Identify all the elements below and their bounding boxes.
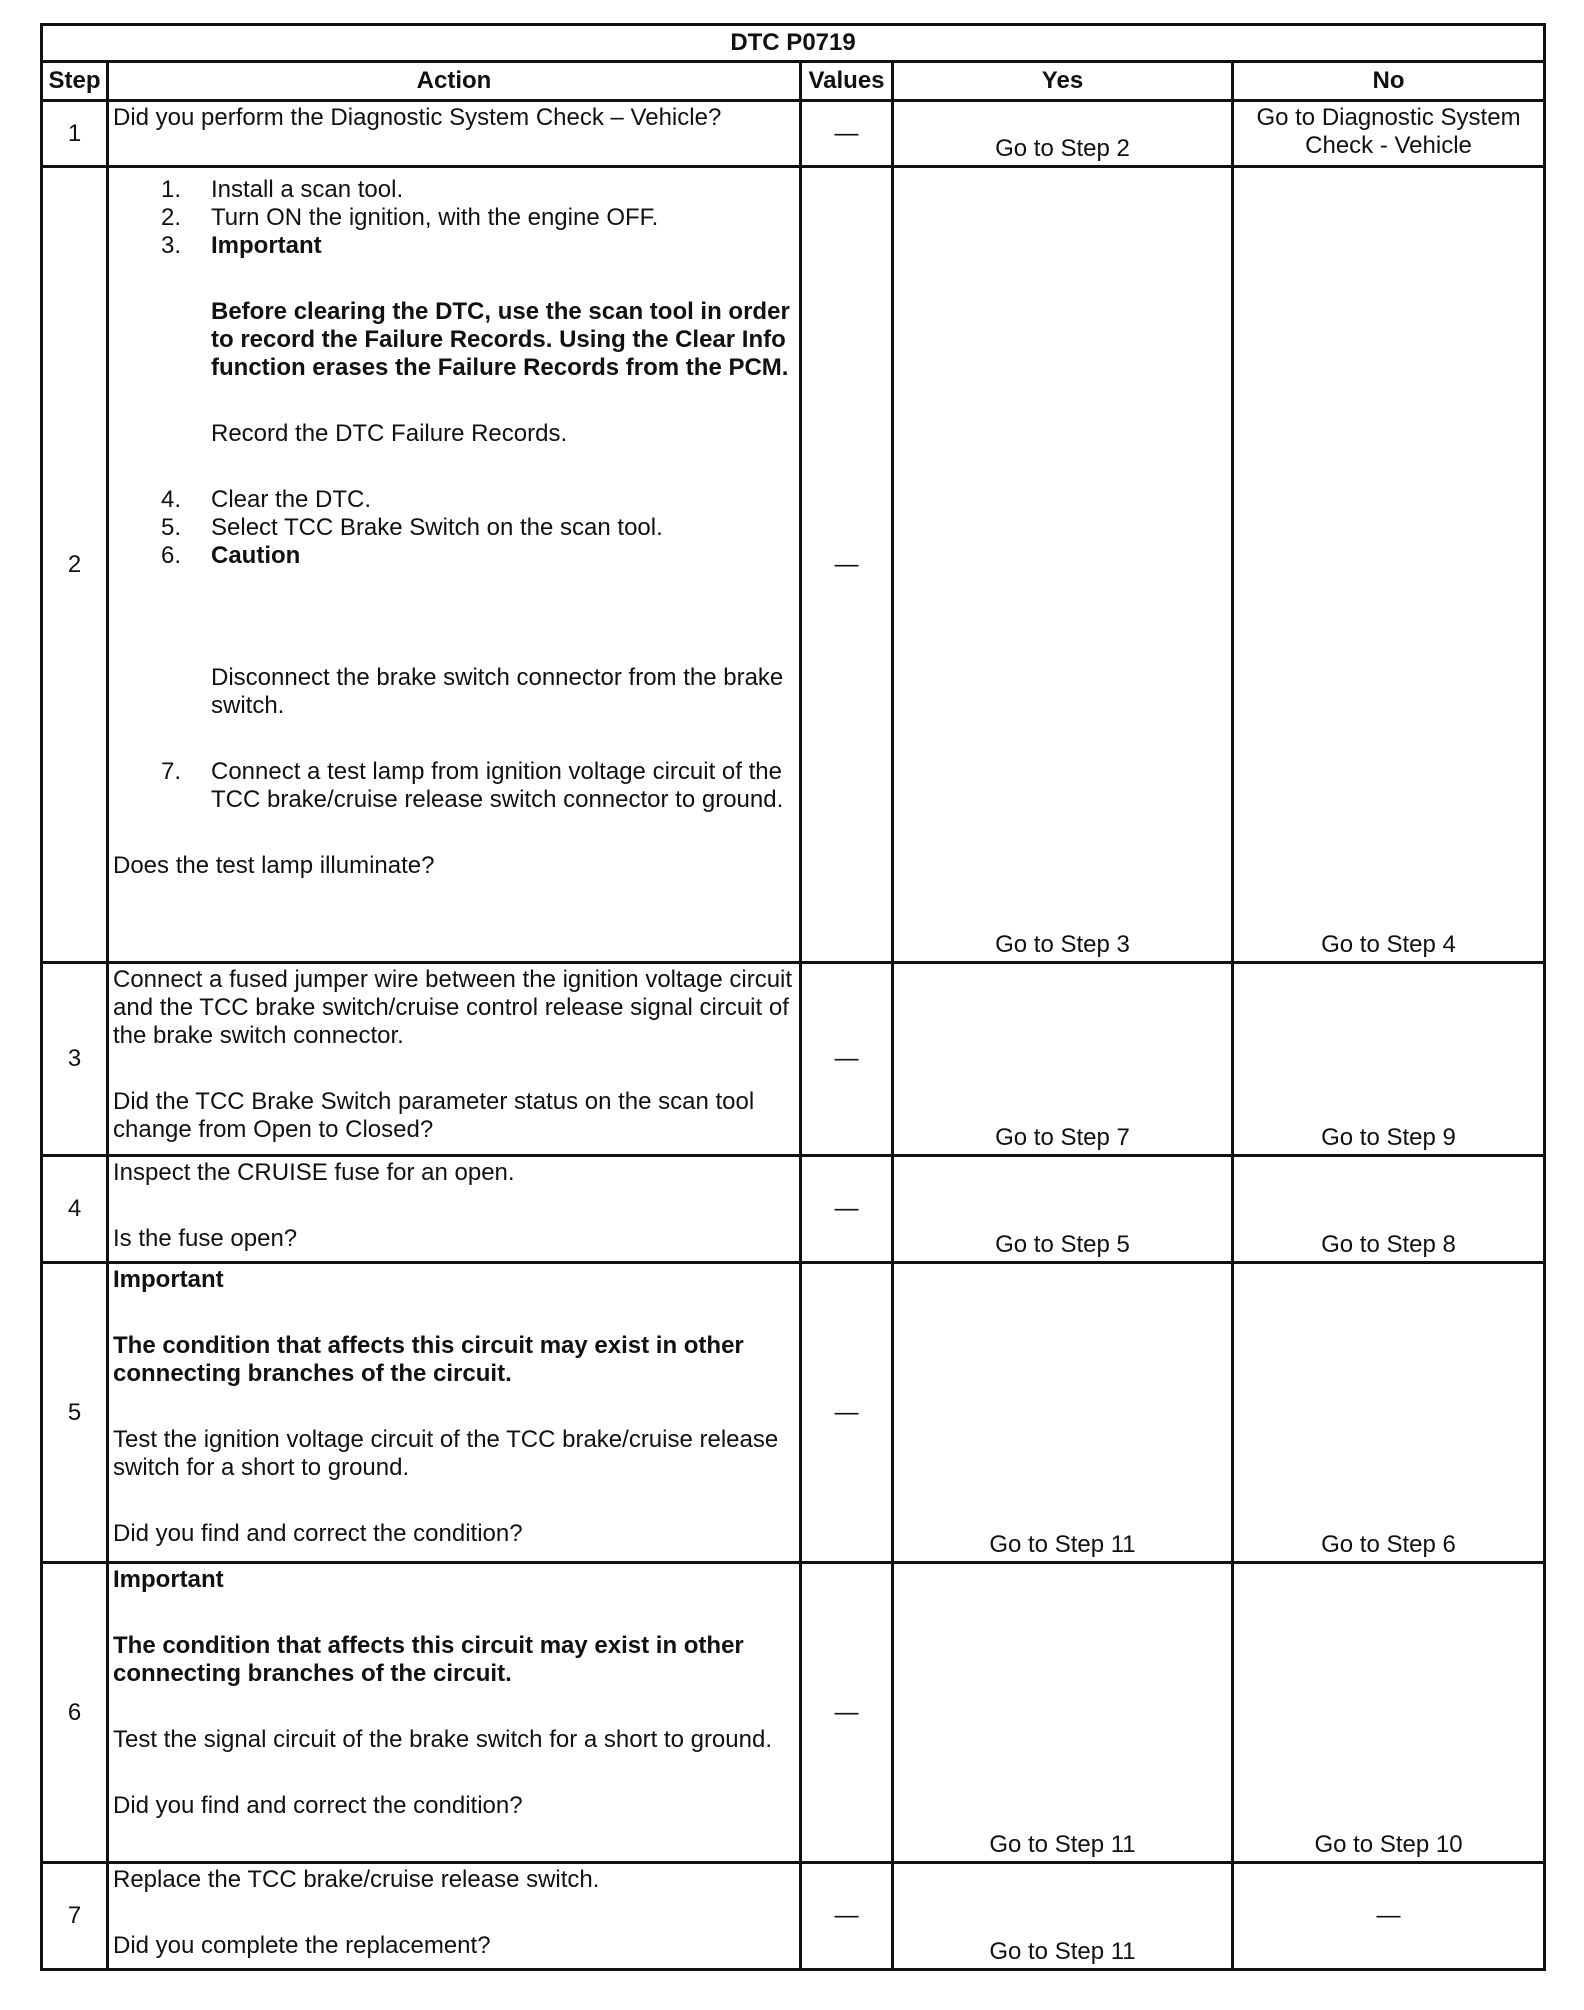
action-cell bbox=[108, 1863, 801, 1970]
action-cell bbox=[108, 1156, 801, 1263]
item-text: Clear the DTC. bbox=[211, 486, 372, 513]
yes-cell: Go to Step 3 bbox=[893, 167, 1233, 963]
record-text: Record the DTC Failure Records. bbox=[211, 420, 568, 447]
yes-cell: Go to Step 2 bbox=[893, 101, 1233, 167]
values-cell: — bbox=[801, 167, 893, 963]
action-cell bbox=[108, 101, 801, 167]
values-cell: — bbox=[801, 101, 893, 167]
list-item bbox=[161, 232, 795, 260]
procedure-list bbox=[113, 758, 795, 814]
action-text: Did you perform the Diagnostic System Check – Vehicle? bbox=[113, 104, 722, 131]
disconnect-text: Disconnect the brake switch connector from the brake switch. bbox=[211, 664, 784, 719]
step-number: 7 bbox=[42, 1863, 108, 1970]
list-item bbox=[161, 514, 795, 542]
values-cell: — bbox=[801, 1156, 893, 1263]
no-cell: Go to Step 10 bbox=[1233, 1563, 1545, 1863]
header-no: No bbox=[1233, 62, 1545, 101]
header-row bbox=[42, 62, 1545, 101]
no-text-line: Check - Vehicle bbox=[1305, 132, 1472, 159]
important-label: Important bbox=[113, 1566, 224, 1593]
header-action: Action bbox=[108, 62, 801, 101]
no-cell: — bbox=[1233, 1863, 1545, 1970]
action-cell bbox=[108, 167, 801, 963]
no-cell: Go to Step 4 bbox=[1233, 167, 1545, 963]
table-title: DTC P0719 bbox=[42, 25, 1545, 62]
important-note: The condition that affects this circuit may exist in other connecting branches of the circuit. bbox=[113, 1332, 744, 1387]
header-step: Step bbox=[42, 62, 108, 101]
values-cell: — bbox=[801, 963, 893, 1156]
list-item bbox=[161, 176, 795, 204]
item-text: Install a scan tool. bbox=[211, 176, 404, 203]
no-cell bbox=[1233, 101, 1545, 167]
step-number: 4 bbox=[42, 1156, 108, 1263]
step-number: 5 bbox=[42, 1263, 108, 1563]
no-cell: Go to Step 6 bbox=[1233, 1263, 1545, 1563]
item-number: 1. bbox=[161, 176, 182, 203]
question-text: Did the TCC Brake Switch parameter status on the scan tool change from Open to Closed? bbox=[113, 1088, 755, 1143]
dtc-table bbox=[40, 23, 1546, 1971]
item-number: 7. bbox=[161, 758, 182, 785]
table-row bbox=[42, 963, 1545, 1156]
no-cell: Go to Step 9 bbox=[1233, 963, 1545, 1156]
header-yes: Yes bbox=[893, 62, 1233, 101]
list-item bbox=[161, 758, 795, 814]
title-row bbox=[42, 25, 1545, 62]
item-text: Caution bbox=[211, 542, 301, 569]
yes-cell: Go to Step 7 bbox=[893, 963, 1233, 1156]
action-text: Test the ignition voltage circuit of the TCC brake/cruise release switch for a short to ground. bbox=[113, 1426, 779, 1481]
important-note: Before clearing the DTC, use the scan tool in order to record the Failure Records. Using the Clear Info function erases the Failure Records from the PCM. bbox=[211, 298, 790, 381]
step-number: 2 bbox=[42, 167, 108, 963]
yes-cell: Go to Step 5 bbox=[893, 1156, 1233, 1263]
important-note: The condition that affects this circuit may exist in other connecting branches of the circuit. bbox=[113, 1632, 744, 1687]
yes-cell: Go to Step 11 bbox=[893, 1263, 1233, 1563]
table-row bbox=[42, 1156, 1545, 1263]
item-text: Connect a test lamp from ignition voltage circuit of the TCC brake/cruise release switch connector to ground. bbox=[211, 758, 784, 813]
question-text: Did you find and correct the condition? bbox=[113, 1792, 523, 1819]
header-values: Values bbox=[801, 62, 893, 101]
action-cell bbox=[108, 963, 801, 1156]
values-cell: — bbox=[801, 1263, 893, 1563]
step-number: 1 bbox=[42, 101, 108, 167]
list-item bbox=[161, 204, 795, 232]
item-number: 6. bbox=[161, 542, 182, 569]
item-number: 4. bbox=[161, 486, 182, 513]
no-text-line: Go to Diagnostic System bbox=[1256, 104, 1521, 131]
list-item bbox=[161, 542, 795, 570]
table-row bbox=[42, 101, 1545, 167]
table-row bbox=[42, 167, 1545, 963]
item-text: Select TCC Brake Switch on the scan tool. bbox=[211, 514, 663, 541]
question-text: Did you find and correct the condition? bbox=[113, 1520, 523, 1547]
action-text: Test the signal circuit of the brake switch for a short to ground. bbox=[113, 1726, 772, 1753]
procedure-list bbox=[113, 486, 795, 570]
values-cell: — bbox=[801, 1863, 893, 1970]
table-row bbox=[42, 1863, 1545, 1970]
list-item bbox=[161, 486, 795, 514]
item-number: 5. bbox=[161, 514, 182, 541]
item-text: Important bbox=[211, 232, 322, 259]
item-number: 2. bbox=[161, 204, 182, 231]
action-text: Inspect the CRUISE fuse for an open. bbox=[113, 1159, 515, 1186]
question-text: Did you complete the replacement? bbox=[113, 1932, 491, 1959]
step-number: 6 bbox=[42, 1563, 108, 1863]
values-cell: — bbox=[801, 1563, 893, 1863]
action-text: Connect a fused jumper wire between the ignition voltage circuit and the TCC brake switch/cruise control release signal circuit of the brake switch connector. bbox=[113, 966, 793, 1049]
item-text: Turn ON the ignition, with the engine OFF. bbox=[211, 204, 659, 231]
yes-cell: Go to Step 11 bbox=[893, 1863, 1233, 1970]
yes-cell: Go to Step 11 bbox=[893, 1563, 1233, 1863]
step-number: 3 bbox=[42, 963, 108, 1156]
table-row bbox=[42, 1563, 1545, 1863]
item-number: 3. bbox=[161, 232, 182, 259]
table-row bbox=[42, 1263, 1545, 1563]
no-cell: Go to Step 8 bbox=[1233, 1156, 1545, 1263]
procedure-list bbox=[113, 176, 795, 260]
action-cell bbox=[108, 1563, 801, 1863]
action-cell bbox=[108, 1263, 801, 1563]
important-label: Important bbox=[113, 1266, 224, 1293]
action-text: Replace the TCC brake/cruise release switch. bbox=[113, 1866, 600, 1893]
question-text: Does the test lamp illuminate? bbox=[113, 852, 435, 879]
question-text: Is the fuse open? bbox=[113, 1225, 298, 1252]
